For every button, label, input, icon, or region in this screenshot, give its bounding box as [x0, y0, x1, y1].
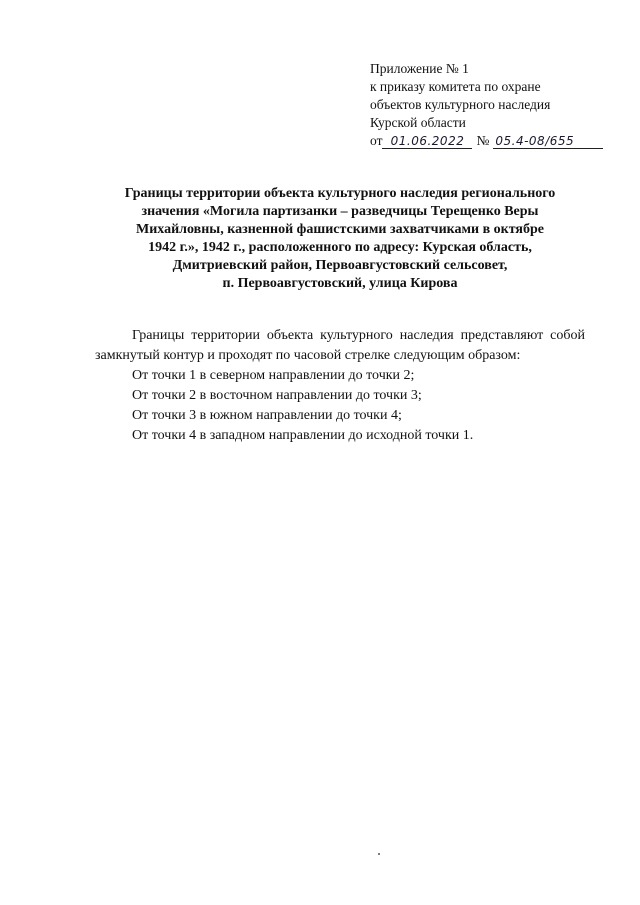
appendix-number: Приложение № 1 [370, 61, 469, 76]
number-sign: № [476, 133, 490, 148]
order-date-number-line [370, 132, 603, 150]
title-line-6: п. Первоавгустовский, улица Кирова [222, 276, 458, 291]
title-line-5: Дмитриевский район, Первоавгустовский сельсовет, [172, 258, 508, 273]
appendix-line-4: Курской области [370, 115, 466, 130]
appendix-header [370, 60, 603, 150]
boundary-item-2: От точки 2 в восточном направлении до точки 3; [132, 388, 422, 403]
intro-paragraph: Границы территории объекта культурного наследия представляют собой замкнутый контур и проходят по часовой стрелке следующим образом: [95, 328, 585, 363]
from-label: от [370, 133, 383, 148]
order-date-field [382, 134, 472, 149]
boundary-item-4: От точки 4 в западном направлении до исходной точки 1. [132, 428, 474, 443]
order-date-handwritten: 01.06.2022 [390, 134, 465, 148]
document-title [95, 185, 585, 293]
boundary-item-1: От точки 1 в северном направлении до точки 2; [132, 368, 415, 383]
scan-speck [378, 853, 380, 855]
document-body [95, 326, 585, 446]
order-number-handwritten: 05.4-08/655 [495, 134, 575, 148]
order-number-field [493, 134, 603, 149]
title-line-1: Границы территории объекта культурного наследия регионального [124, 186, 556, 201]
appendix-line-3: объектов культурного наследия [370, 97, 551, 112]
appendix-line-2: к приказу комитета по охране [370, 79, 541, 94]
title-line-4: 1942 г.», 1942 г., расположенного по адресу: Курская область, [148, 240, 532, 255]
boundary-item-3: От точки 3 в южном направлении до точки 4; [132, 408, 402, 423]
title-line-3: Михайловны, казненной фашистскими захватчиками в октябре [136, 222, 544, 237]
title-line-2: значения «Могила партизанки – разведчицы Терещенко Веры [141, 204, 539, 219]
